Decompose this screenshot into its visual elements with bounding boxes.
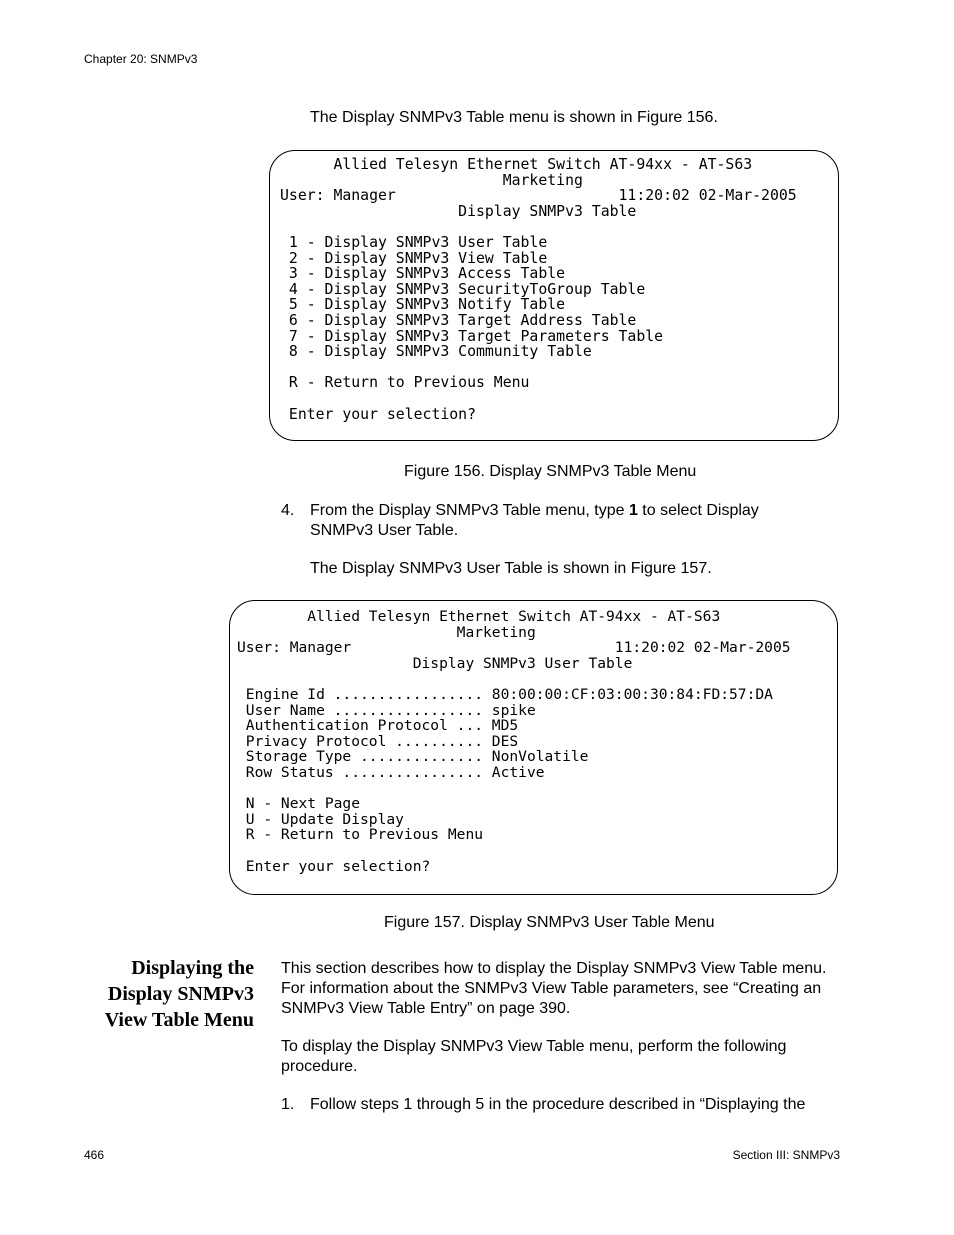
terminal-figure-156 (269, 150, 839, 441)
step-4-bold-key: 1 (628, 502, 638, 519)
step-1-number: 1. (281, 1096, 295, 1113)
section-heading-line: View Table Menu (104, 1009, 254, 1031)
terminal-screen-text: Allied Telesyn Ethernet Switch AT-94xx - AT-S63 Marketing User: Manager 11:20:02 02-Mar-2005 Display SNMPv3 Table 1 - Display SNMPv3 User Table 2 - Display SNMPv3 View Table 3 - Display SNMPv3 Access Table 4 - Display SNMPv3 SecurityToGroup Table 5 - Display SNMPv3 Notify Table 6 - Display SNMPv3 Target Address Table 7 - Display SNMPv3 Target Parameters Table 8 - Display SNMPv3 Community Table R - Return to Previous Menu Enter your selection? (280, 156, 797, 423)
figure-157-caption: Figure 157. Display SNMPv3 User Table Menu (384, 914, 715, 931)
step-1-text: Follow steps 1 through 5 in the procedure described in “Displaying the (310, 1096, 806, 1113)
figure-156-caption: Figure 156. Display SNMPv3 Table Menu (404, 463, 697, 480)
section-heading-line: Displaying the (131, 957, 254, 979)
step-4-text (310, 501, 810, 541)
terminal-figure-157 (229, 600, 838, 895)
intro-figure-157: The Display SNMPv3 User Table is shown in Figure 157. (310, 560, 712, 577)
terminal-screen-text: Allied Telesyn Ethernet Switch AT-94xx - AT-S63 Marketing User: Manager 11:20:02 02-Mar-2005 Display SNMPv3 User Table Engine Id ................. 80:00:00:CF:03:00:30:84:FD:57:DA User Name ................. spike Authentication Protocol ... MD5 Privacy Protocol .......... DES Storage Type .............. NonVolatile Row Status ................ Active N - Next Page U - Update Display R - Return to Previous Menu Enter your selection? (237, 608, 791, 875)
chapter-header: Chapter 20: SNMPv3 (84, 52, 198, 66)
section-heading (60, 955, 254, 1033)
section-paragraph-1: This section describes how to display the Display SNMPv3 View Table menu. For information about the SNMPv3 View Table parameters, see “Creating an SNMPv3 View Table Entry” on page 390. (281, 960, 827, 1017)
section-paragraph-2: To display the Display SNMPv3 View Table menu, perform the following procedure. (281, 1038, 787, 1075)
page-number: 466 (84, 1148, 105, 1162)
section-heading-line: Display SNMPv3 (107, 983, 254, 1005)
intro-figure-156: The Display SNMPv3 Table menu is shown in Figure 156. (310, 109, 718, 126)
footer-section: Section III: SNMPv3 (732, 1148, 840, 1162)
step-4-text-after: to select Display SNMPv3 User Table. (310, 502, 759, 539)
step-4-text-before: From the Display SNMPv3 Table menu, type (310, 502, 629, 519)
step-4-number: 4. (281, 502, 295, 519)
